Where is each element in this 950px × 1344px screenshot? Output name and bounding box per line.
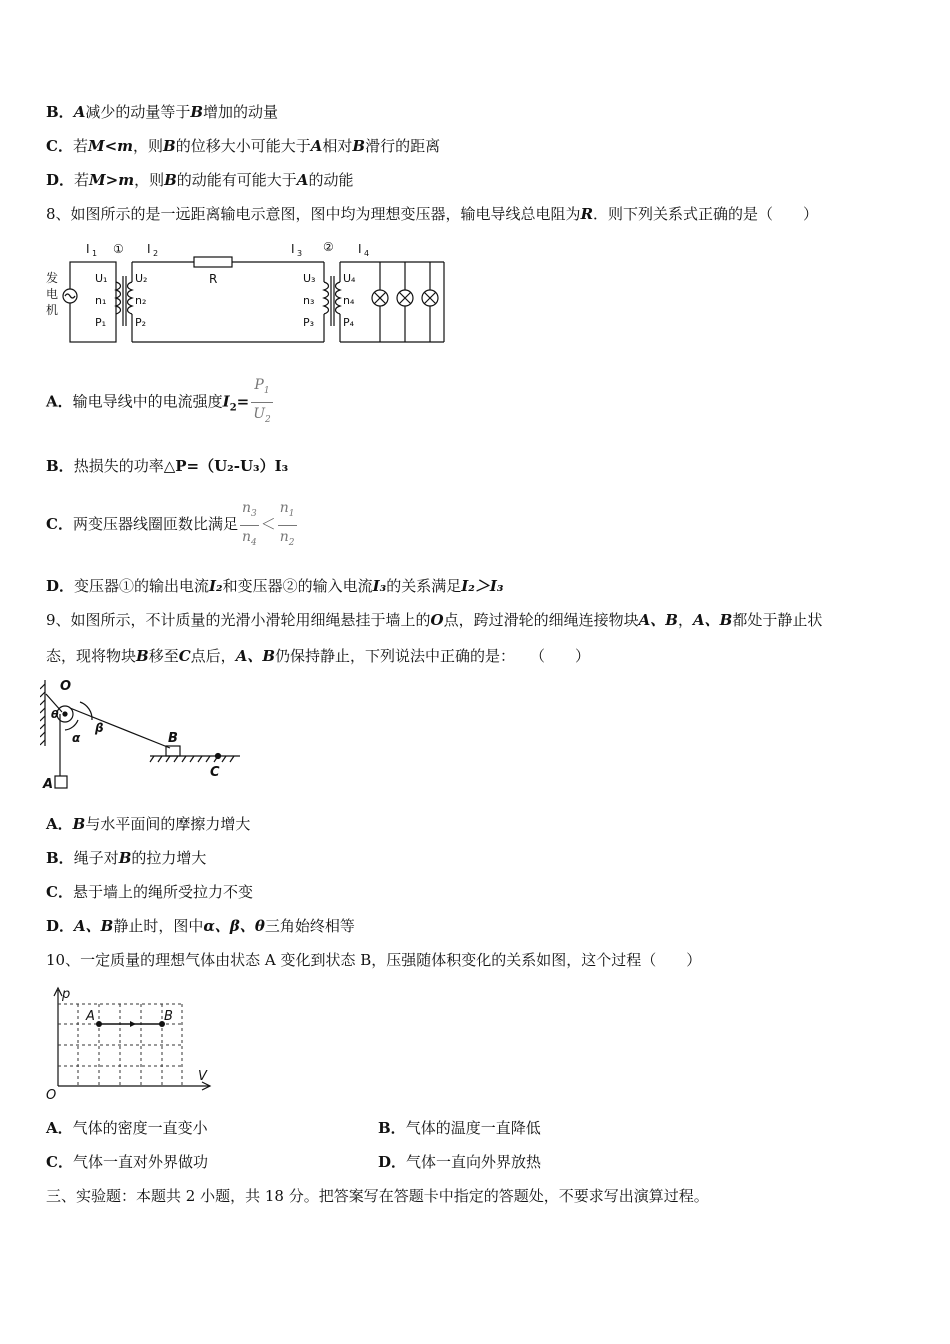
option-label: C． <box>46 515 73 533</box>
var-i3: I₃ <box>372 577 387 595</box>
q9-option-c <box>46 882 253 902</box>
fraction-n3-over-n4 <box>240 497 259 554</box>
q9-option-b <box>46 848 206 868</box>
option-text: 减少的动量等于 <box>85 103 191 121</box>
var-b: B <box>72 815 86 833</box>
option-text: 输电导线中的电流强度 <box>72 392 223 411</box>
angles: α、β、θ <box>203 917 265 935</box>
section-text: 三、实验题：本题共 2 小题，共 18 分。把答案写在答题卡中指定的答题处，不要求写出演算过程。 <box>46 1187 709 1205</box>
transformer2-secondary-coil <box>336 282 341 314</box>
option-text: ，则 <box>133 137 164 155</box>
stem-text: 9、如图所示，不计质量的光滑小滑轮用细绳悬挂于墙上的 <box>46 611 431 629</box>
generator-label: 机 <box>46 303 59 317</box>
option-text: 的关系满足 <box>386 577 462 595</box>
var-b: B <box>136 647 149 665</box>
secondary-voltage-label: U₂ <box>135 272 148 285</box>
secondary-turns-label: n₂ <box>135 294 147 307</box>
option-label: C． <box>46 1153 73 1171</box>
stem-text: ．则下列关系式正确的是（ ） <box>593 205 819 223</box>
stem-text: 10、一定质量的理想气体由状态 A 变化到状态 B，压强随体积变化的关系如图，这个过程（ ） <box>46 951 702 969</box>
label-alpha: α <box>72 731 81 745</box>
q9-option-a <box>46 814 250 834</box>
option-label: A． <box>46 815 73 833</box>
generator-loop <box>70 262 116 342</box>
current-subscript: 2 <box>153 249 159 258</box>
transformer1-marker: ① <box>113 242 124 256</box>
q7-option-c <box>46 136 440 156</box>
fraction-n1-over-n2 <box>278 497 297 554</box>
stem-text: 点后， <box>190 647 236 665</box>
state-a-point <box>96 1021 102 1027</box>
subscript: 3 <box>251 508 257 519</box>
resistor-label: R <box>209 272 218 286</box>
denominator: n <box>241 528 251 545</box>
option-text: 和变压器②的输入电流 <box>222 577 373 595</box>
condition: M>m <box>89 171 135 189</box>
primary-power-label: P₁ <box>95 316 107 329</box>
var-ab: A、B <box>638 611 678 629</box>
var-b: B <box>190 103 204 121</box>
transformer1-secondary-coil <box>128 282 133 314</box>
var-i2: I₂ <box>209 577 223 595</box>
option-label: D． <box>46 171 75 189</box>
stem-text: ， <box>677 611 693 629</box>
primary-voltage-label: U₃ <box>303 272 316 285</box>
stem-text: 态，现将物块 <box>46 647 137 665</box>
label-a: A <box>86 1009 95 1024</box>
stem-text: 仍保持静止，下列说法中正确的是： （ ） <box>275 647 591 665</box>
label-c: C <box>210 765 220 780</box>
generator-label: 电 <box>46 287 59 301</box>
var-b: B <box>118 849 132 867</box>
transformer1-primary-coil <box>116 282 121 314</box>
point-c <box>216 754 221 759</box>
subscript: 4 <box>251 537 257 548</box>
ground-hatching <box>150 756 234 762</box>
rope-to-b <box>70 708 170 748</box>
q8-option-d <box>46 576 503 596</box>
q9-stem-line2 <box>46 646 590 666</box>
label-beta: β <box>95 721 104 735</box>
block-a <box>55 776 67 788</box>
transmission-diagram <box>44 236 446 344</box>
option-label: A． <box>46 1119 73 1137</box>
option-label: B． <box>46 457 74 475</box>
stem-text: 都处于静止状 <box>732 611 823 629</box>
label-b: B <box>168 731 178 746</box>
q10-option-c <box>46 1152 208 1172</box>
option-label: D． <box>378 1153 407 1171</box>
label-p: p <box>62 987 71 1002</box>
label-b: B <box>164 1009 173 1024</box>
wall-hatching <box>40 684 45 745</box>
current-subscript: 4 <box>364 249 370 258</box>
pv-graph <box>44 984 216 1102</box>
option-label: A． <box>46 392 73 411</box>
numerator: n <box>241 499 251 516</box>
q10-stem <box>46 950 701 970</box>
secondary-voltage-label: U₄ <box>343 272 356 285</box>
var-b: B <box>163 137 176 155</box>
option-text: 气体的温度一直降低 <box>405 1119 541 1137</box>
q8-stem <box>46 204 818 224</box>
generator-label: 发 <box>46 271 59 285</box>
option-text: 与水平面间的摩擦力增大 <box>85 815 251 833</box>
section3-heading <box>46 1186 709 1206</box>
transformer2-marker: ② <box>323 240 334 254</box>
numerator: P <box>254 377 264 393</box>
subscript: 2 <box>265 414 271 425</box>
fraction-p1-over-u2 <box>251 374 273 431</box>
current-subscript: 3 <box>297 249 303 258</box>
equals: = <box>236 392 250 411</box>
option-text: 滑行的距离 <box>365 137 441 155</box>
secondary-power-label: P₄ <box>343 316 355 329</box>
option-text: 悬于墙上的绳所受拉力不变 <box>72 883 253 901</box>
primary-voltage-label: U₁ <box>95 272 108 285</box>
current-i2-label: I <box>147 242 151 256</box>
current-i1-label: I <box>86 242 90 256</box>
q7-option-b <box>46 102 278 122</box>
option-text: 相对 <box>322 137 353 155</box>
secondary-power-label: P₂ <box>135 316 147 329</box>
q9-option-d <box>46 916 355 936</box>
option-text: 静止时，图中 <box>113 917 204 935</box>
current-i3-label: I <box>291 242 295 256</box>
relation: I₂＞I₃ <box>461 577 504 595</box>
label-v: V <box>198 1069 207 1084</box>
var-o: O <box>430 611 444 629</box>
primary-turns-label: n₁ <box>95 294 107 307</box>
secondary-turns-label: n₄ <box>343 294 355 307</box>
primary-power-label: P₃ <box>303 316 315 329</box>
formula: P=（U₂-U₃）I₃ <box>175 457 289 475</box>
direction-arrow-icon <box>130 1021 136 1027</box>
option-text: 三角始终相等 <box>264 917 355 935</box>
option-text: 绳子对 <box>73 849 119 867</box>
option-label: B． <box>46 103 74 121</box>
primary-turns-label: n₃ <box>303 294 315 307</box>
option-text: 变压器①的输出电流 <box>74 577 210 595</box>
current-i4-label: I <box>358 242 362 256</box>
q10-option-d <box>378 1152 541 1172</box>
q8-option-b <box>46 456 288 476</box>
var-a: A <box>310 137 323 155</box>
option-text: 的位移大小可能大于 <box>175 137 311 155</box>
option-text: 的动能有可能大于 <box>176 171 297 189</box>
option-text: 热损失的功率△ <box>73 457 176 475</box>
q8-option-a <box>46 374 275 431</box>
var-c: C <box>178 647 191 665</box>
option-text: 的动能 <box>308 171 354 189</box>
stem-text: 点，跨过滑轮的细绳连接物块 <box>443 611 639 629</box>
subscript: 2 <box>288 537 295 548</box>
condition: M<m <box>87 137 134 155</box>
subscript: 2 <box>229 402 237 414</box>
denominator: n <box>279 528 289 545</box>
subscript: 1 <box>263 385 270 396</box>
var-ab: A、B <box>74 917 114 935</box>
subscript: 1 <box>288 508 295 519</box>
pulley-diagram <box>40 676 250 794</box>
option-text: 若 <box>72 137 88 155</box>
q9-stem-line1 <box>46 610 822 630</box>
stem-text: 移至 <box>148 647 179 665</box>
var-ab: A、B <box>235 647 276 665</box>
label-theta: θ <box>51 708 59 721</box>
option-text: 气体一直向外界放热 <box>406 1153 542 1171</box>
option-label: B． <box>378 1119 406 1137</box>
option-label: C． <box>46 883 73 901</box>
label-a: A <box>43 777 54 792</box>
option-text: 若 <box>74 171 90 189</box>
option-text: 气体一直对外界做功 <box>72 1153 208 1171</box>
option-text: 的拉力增大 <box>131 849 207 867</box>
less-than: ＜ <box>260 515 276 533</box>
var-a: A <box>296 171 309 189</box>
option-label: C． <box>46 137 73 155</box>
option-text: ，则 <box>134 171 165 189</box>
option-label: B． <box>46 849 74 867</box>
label-o: O <box>60 679 72 694</box>
numerator: n <box>279 499 289 516</box>
option-text: 气体的密度一直变小 <box>72 1119 208 1137</box>
transformer2-primary-coil <box>324 282 329 314</box>
stem-text: 8、如图所示的是一远距离输电示意图，图中均为理想变压器，输电导线总电阻为 <box>46 205 581 223</box>
var-b: B <box>352 137 366 155</box>
option-text: 增加的动量 <box>203 103 279 121</box>
option-label: D． <box>46 917 75 935</box>
q7-option-d <box>46 170 353 190</box>
var-a: A <box>73 103 86 121</box>
q8-option-c <box>46 494 299 554</box>
option-label: D． <box>46 577 75 595</box>
var-b: B <box>164 171 177 189</box>
var-r: R <box>580 205 594 223</box>
q10-option-b <box>378 1118 541 1138</box>
angle-beta-arc <box>80 702 92 720</box>
pulley-axle <box>63 712 67 716</box>
label-o: O <box>46 1088 57 1102</box>
var-i2: I <box>222 392 230 411</box>
resistor-r <box>194 257 232 267</box>
current-subscript: 1 <box>92 249 98 258</box>
q10-option-a <box>46 1118 208 1138</box>
denominator: U <box>253 405 266 422</box>
var-ab: A、B <box>692 611 733 629</box>
option-text: 两变压器线圈匝数比满足 <box>72 515 238 533</box>
